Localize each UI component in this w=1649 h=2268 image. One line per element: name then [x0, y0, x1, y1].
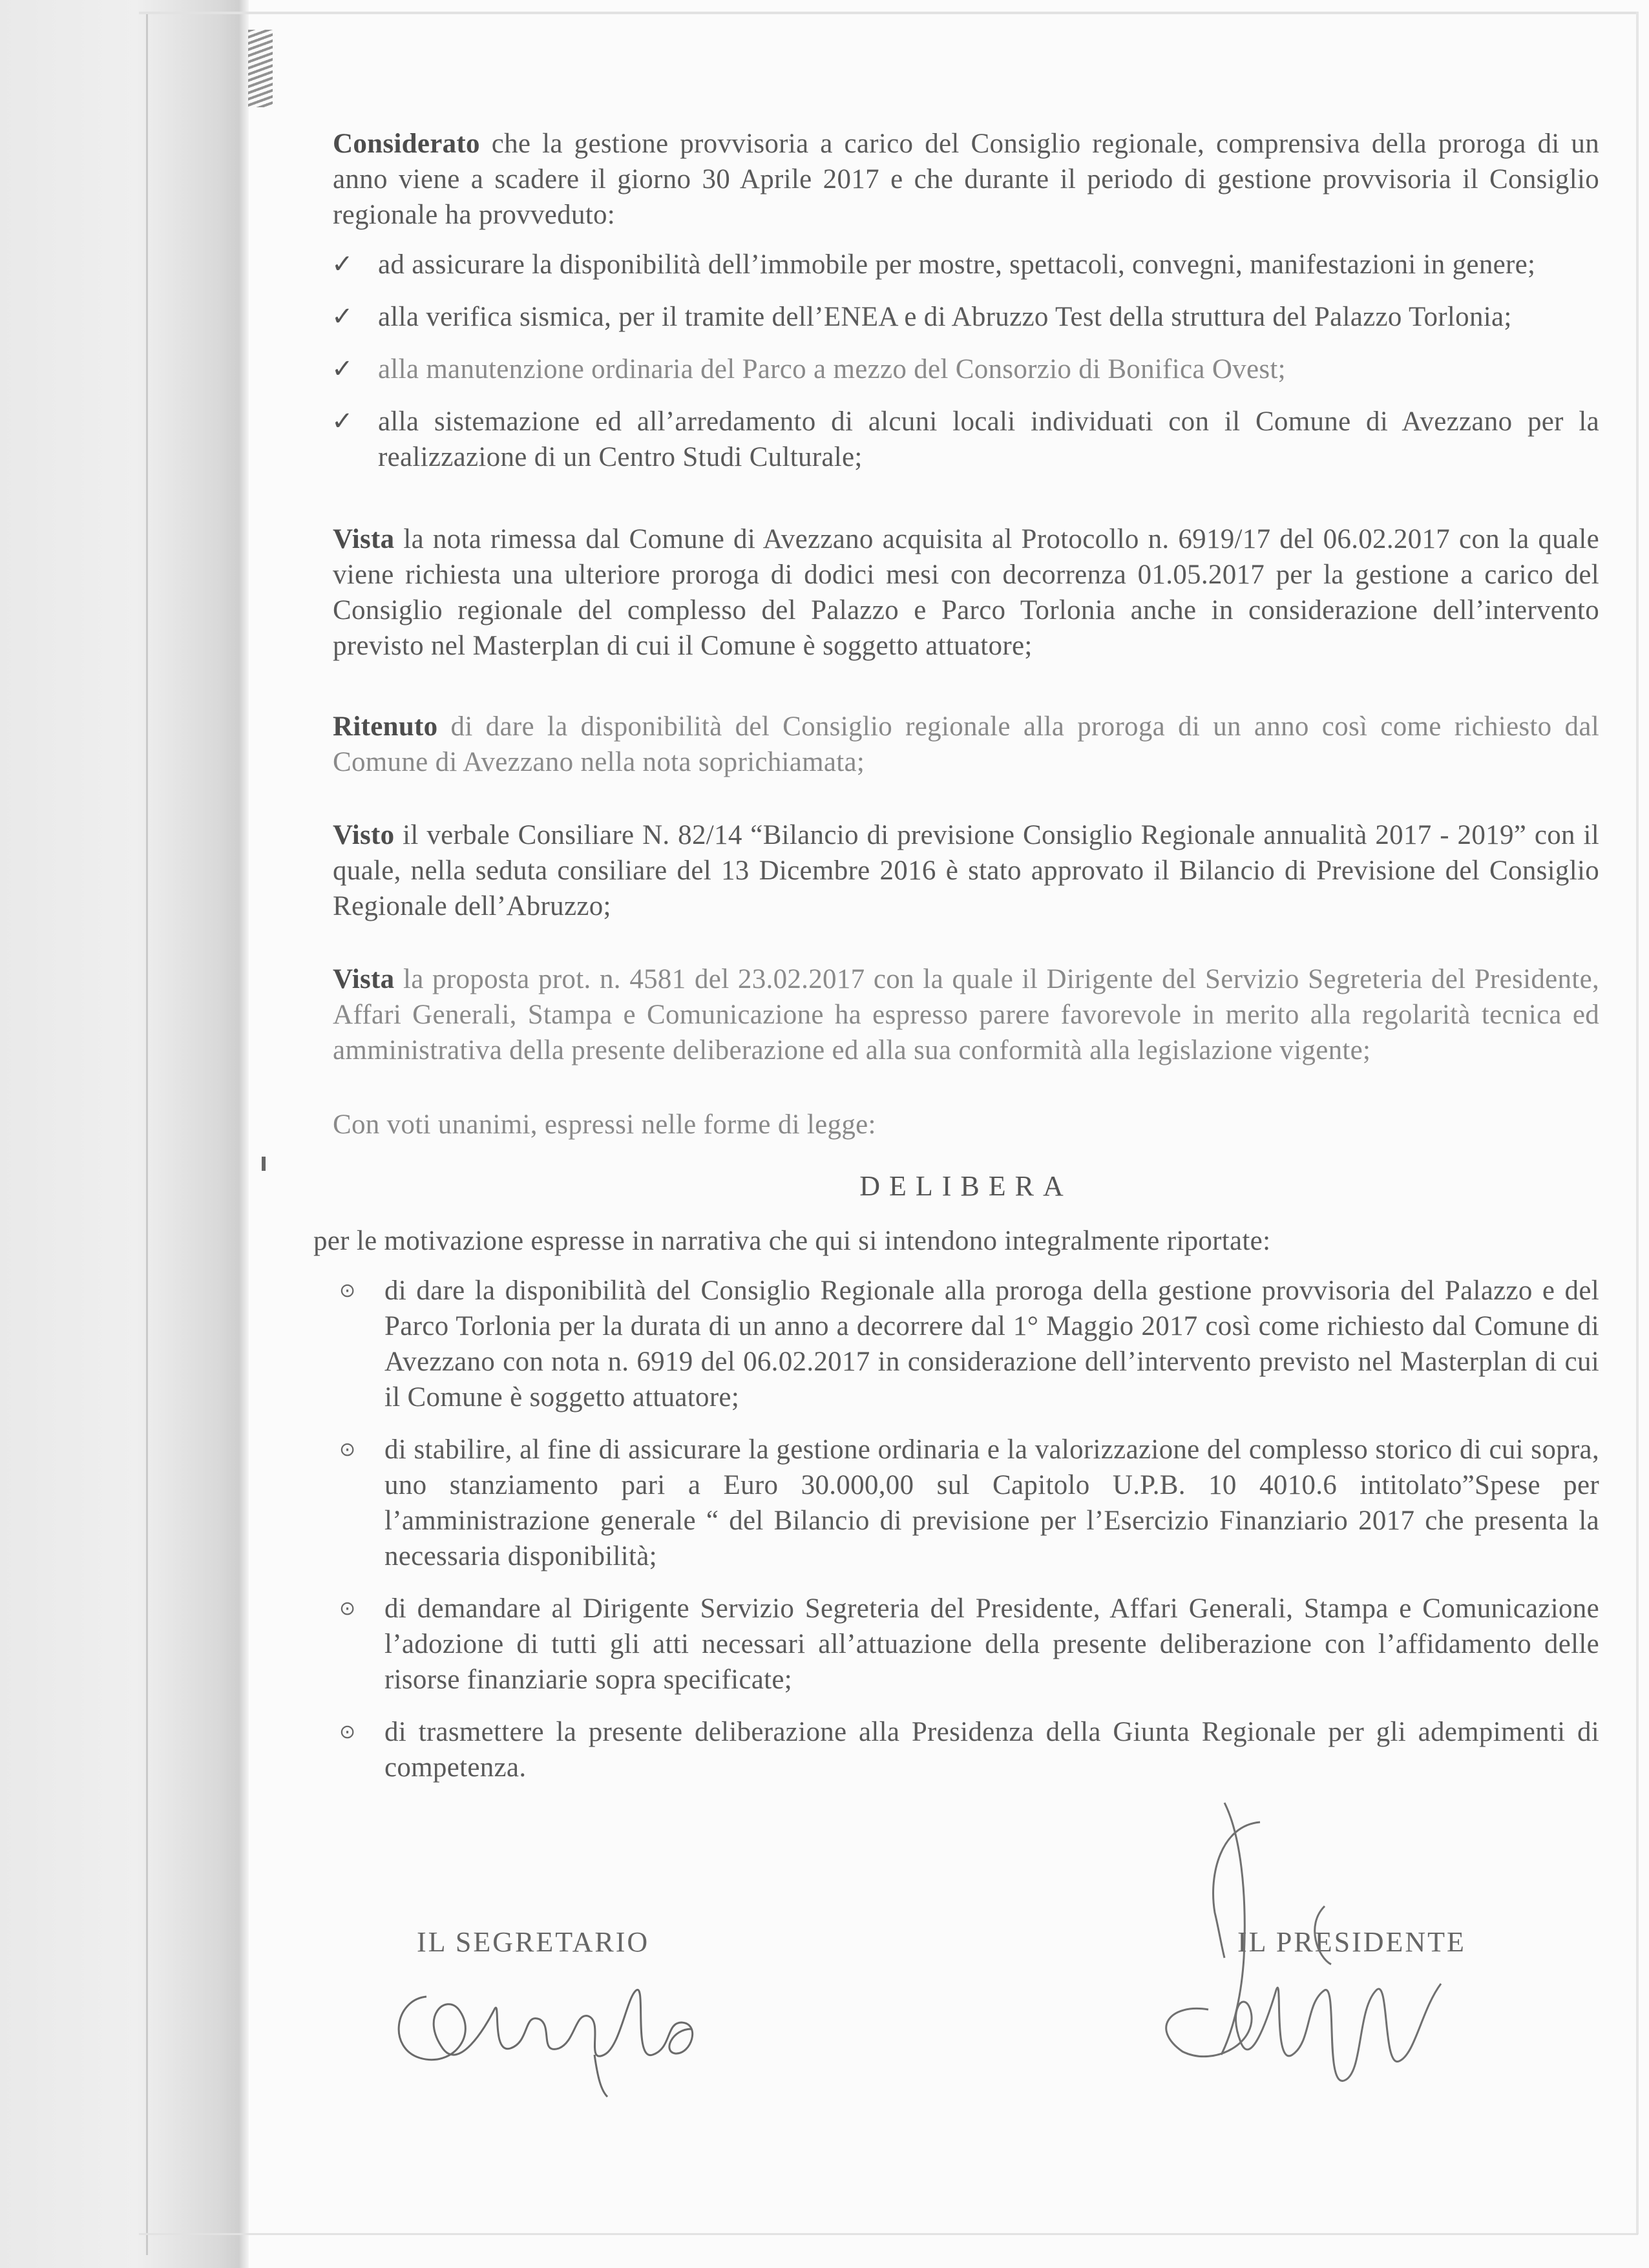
document-body: [313, 126, 1599, 1802]
delibera-intro: per le motivazione espresse in narrativa che qui si intendono integralmente riportate:: [313, 1226, 1271, 1256]
check-icon: ✓: [331, 354, 353, 384]
page-edge: [139, 12, 1638, 14]
bullet-icon: ⊙: [339, 1279, 356, 1302]
list-item: [333, 1714, 1599, 1785]
segretario-signature: [381, 1951, 743, 2100]
check-icon: ✓: [331, 249, 353, 279]
paragraph-lead: Visto: [333, 820, 395, 850]
scan-corner-mark: [248, 30, 273, 107]
visto-verbale-paragraph: [333, 817, 1599, 924]
presidente-signature: [1111, 1796, 1473, 2119]
paragraph-text: che la gestione provvisoria a carico del Consiglio regionale, comprensiva della proroga di un anno viene a scadere il giorno 30 Aprile 2017 e che durante il periodo di gestione provvisoria il Consiglio regionale ha provveduto:: [333, 129, 1599, 230]
presidente-label: IL PRESIDENTE: [1237, 1926, 1466, 1958]
paragraph-text: la proposta prot. n. 4581 del 23.02.2017 con la quale il Dirigente del Servizio Segreteria del Presidente, Affari Generali, Stampa e Comunicazione ha espresso parere favorevole in merito alla regolarità tecnica ed amministrativa della presente deliberazione ed alla sua conformità alla legislazione vigente;: [333, 964, 1599, 1066]
page-edge: [139, 2233, 1638, 2235]
list-item: [333, 247, 1599, 282]
con-voti-paragraph: Con voti unanimi, espressi nelle forme di legge:: [333, 1109, 876, 1140]
list-item-text: di dare la disponibilità del Consiglio Regionale alla proroga della gestione provvisoria del Palazzo e del Parco Torlonia per la durata di un anno a decorrere dal 1° Maggio 2017 così come richiesto dal Comune di Avezzano con nota n. 6919 del 06.02.2017 in considerazione dell’intervento previsto nel Masterplan di cui il Comune è soggetto attuatore;: [384, 1276, 1599, 1412]
bullet-icon: ⊙: [339, 1721, 356, 1743]
segretario-label: IL SEGRETARIO: [417, 1926, 650, 1958]
vista-proposta-paragraph: [333, 961, 1599, 1068]
paragraph-lead: Ritenuto: [333, 711, 438, 742]
list-item-text: alla sistemazione ed all’arredamento di alcuni locali individuati con il Comune di Avezzano per la realizzazione di un Centro Studi Culturale;: [378, 406, 1599, 472]
delibera-heading: DELIBERA: [859, 1170, 1073, 1202]
list-item-text: ad assicurare la disponibilità dell’immobile per mostre, spettacoli, convegni, manifestazioni in genere;: [378, 249, 1536, 280]
considerato-paragraph: [333, 126, 1599, 233]
list-item-text: di stabilire, al fine di assicurare la gestione ordinaria e la valorizzazione del complesso storico di cui sopra, uno stanziamento pari a Euro 30.000,00 sul Capitolo U.P.B. 10 4010.6 intitolato”Spese per l’amministrazione generale “ del Bilancio di previsione per l’Esercizio Finanziario 2017 che presenta la necessaria disponibilità;: [384, 1434, 1599, 1571]
considerato-checklist: [333, 247, 1599, 475]
signature-block: [0, 1913, 1649, 2171]
delibera-list: [333, 1273, 1599, 1785]
list-item: [333, 1273, 1599, 1415]
list-item: [333, 1591, 1599, 1697]
paragraph-text: la nota rimessa dal Comune di Avezzano acquisita al Protocollo n. 6919/17 del 06.02.2017 con la quale viene richiesta una ulteriore proroga di dodici mesi con decorrenza 01.05.2017 per la gestione a carico del Consiglio regionale del complesso del Palazzo e Parco Torlonia anche in considerazione dell’intervento previsto nel Masterplan di cui il Comune è soggetto attuatore;: [333, 524, 1599, 661]
list-item: [333, 404, 1599, 475]
ritenuto-paragraph: [333, 709, 1599, 780]
vista-nota-paragraph: [333, 521, 1599, 664]
list-item-text: alla verifica sismica, per il tramite dell’ENEA e di Abruzzo Test della struttura del Palazzo Torlonia;: [378, 302, 1512, 332]
bullet-icon: ⊙: [339, 1438, 356, 1461]
stray-ink-mark: [262, 1157, 266, 1171]
paragraph-lead: Considerato: [333, 129, 480, 159]
check-icon: ✓: [331, 406, 353, 436]
bullet-icon: ⊙: [339, 1597, 356, 1620]
list-item-text: di trasmettere la presente deliberazione alla Presidenza della Giunta Regionale per gli adempimenti di competenza.: [384, 1717, 1599, 1783]
paragraph-lead: Vista: [333, 964, 395, 994]
paragraph-text: di dare la disponibilità del Consiglio regionale alla proroga di un anno così come richiesto dal Comune di Avezzano nella nota soprichiamata;: [333, 711, 1599, 777]
list-item-text: di demandare al Dirigente Servizio Segreteria del Presidente, Affari Generali, Stampa e Comunicazione l’adozione di tutti gli atti necessari all’attuazione della presente deliberazione con l’affidamento delle risorse finanziarie sopra specificate;: [384, 1593, 1599, 1695]
paragraph-lead: Vista: [333, 524, 395, 554]
paragraph-text: il verbale Consiliare N. 82/14 “Bilancio di previsione Consiglio Regionale annualità 2017 - 2019” con il quale, nella seduta consiliare del 13 Dicembre 2016 è stato approvato il Bilancio di Previsione del Consiglio Regionale dell’Abruzzo;: [333, 820, 1599, 921]
check-icon: ✓: [331, 302, 353, 331]
page-edge: [1636, 12, 1639, 2234]
list-item: [333, 1432, 1599, 1574]
list-item: [333, 352, 1599, 387]
list-item: [333, 299, 1599, 335]
list-item-text: alla manutenzione ordinaria del Parco a mezzo del Consorzio di Bonifica Ovest;: [378, 354, 1286, 384]
